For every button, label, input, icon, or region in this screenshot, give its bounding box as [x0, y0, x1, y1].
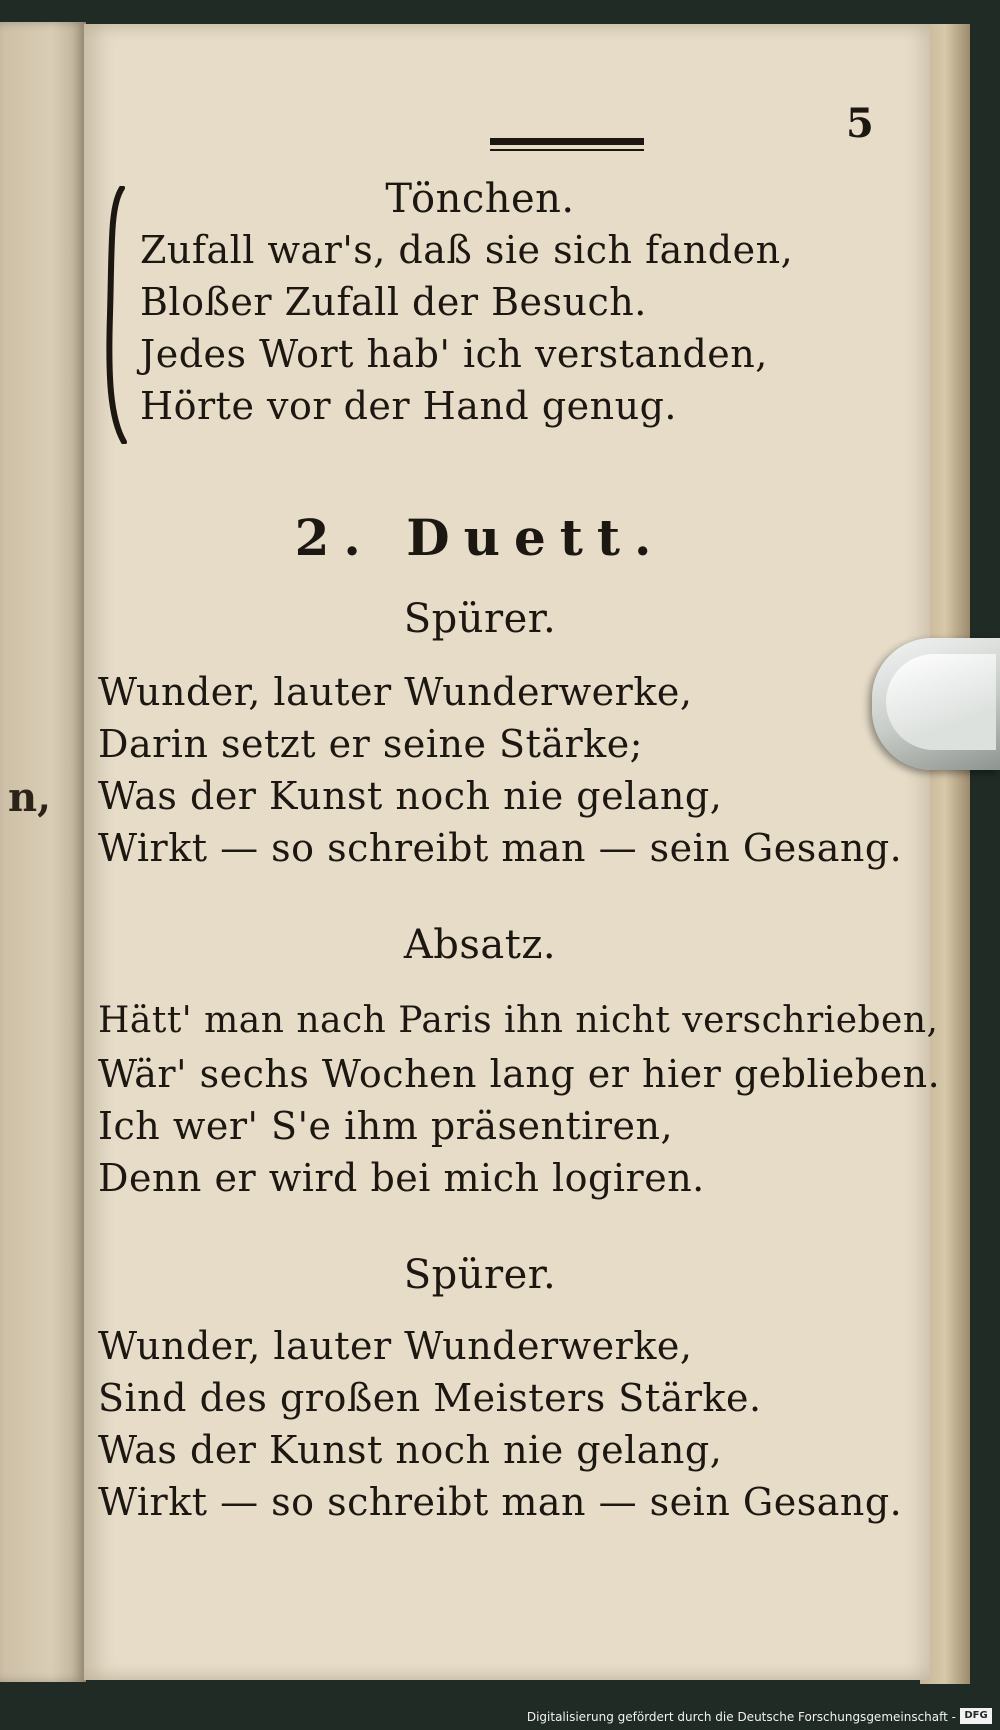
verse1-line-2: Bloßer Zufall der Besuch.: [140, 280, 647, 324]
page-clip-highlight: [886, 654, 996, 750]
verse2-line-4: Wirkt — so schreibt man — sein Gesang.: [98, 826, 903, 870]
verse3-line-4: Denn er wird bei mich logiren.: [98, 1156, 705, 1200]
verse1-line-1: Zufall war's, daß sie sich fanden,: [140, 228, 794, 272]
section-title: 2. Duett.: [294, 508, 666, 567]
verse4-line-1: Wunder, lauter Wunderwerke,: [98, 1324, 693, 1368]
speaker-absatz: Absatz.: [403, 922, 557, 968]
header-rule-thin: [490, 149, 644, 151]
page-clip: [872, 638, 1000, 770]
verse3-line-1: Hätt' man nach Paris ihn nicht verschrieben,: [98, 1000, 939, 1041]
left-page: [0, 22, 86, 1682]
verse2-line-3: Was der Kunst noch nie gelang,: [98, 774, 723, 818]
header-rule: [490, 138, 644, 151]
verse3-line-2: Wär' sechs Wochen lang er hier geblieben.: [98, 1052, 941, 1096]
header-rule-thick: [490, 138, 644, 145]
verse4-line-4: Wirkt — so schreibt man — sein Gesang.: [98, 1480, 903, 1524]
dfg-logo: DFG: [960, 1708, 992, 1724]
verse4-line-2: Sind des großen Meisters Stärke.: [98, 1376, 762, 1420]
verse2-line-2: Darin setzt er seine Stärke;: [98, 722, 643, 766]
speaker-spuerer-1: Spürer.: [403, 596, 557, 642]
verse1-line-3: Jedes Wort hab' ich verstanden,: [140, 332, 768, 376]
verse4-line-3: Was der Kunst noch nie gelang,: [98, 1428, 723, 1472]
left-page-fragment: n,: [8, 774, 52, 821]
verse-brace-icon: [104, 186, 128, 444]
digitization-credit: Digitalisierung gefördert durch die Deutsche Forschungsgemeinschaft -: [526, 1710, 956, 1724]
verse1-line-4: Hörte vor der Hand genug.: [140, 384, 678, 428]
verse3-line-3: Ich wer' S'e ihm präsentiren,: [98, 1104, 674, 1148]
speaker-toenchen: Tönchen.: [385, 176, 575, 222]
verse2-line-1: Wunder, lauter Wunderwerke,: [98, 670, 693, 714]
page-number: 5: [846, 100, 874, 147]
speaker-spuerer-2: Spürer.: [403, 1252, 557, 1298]
